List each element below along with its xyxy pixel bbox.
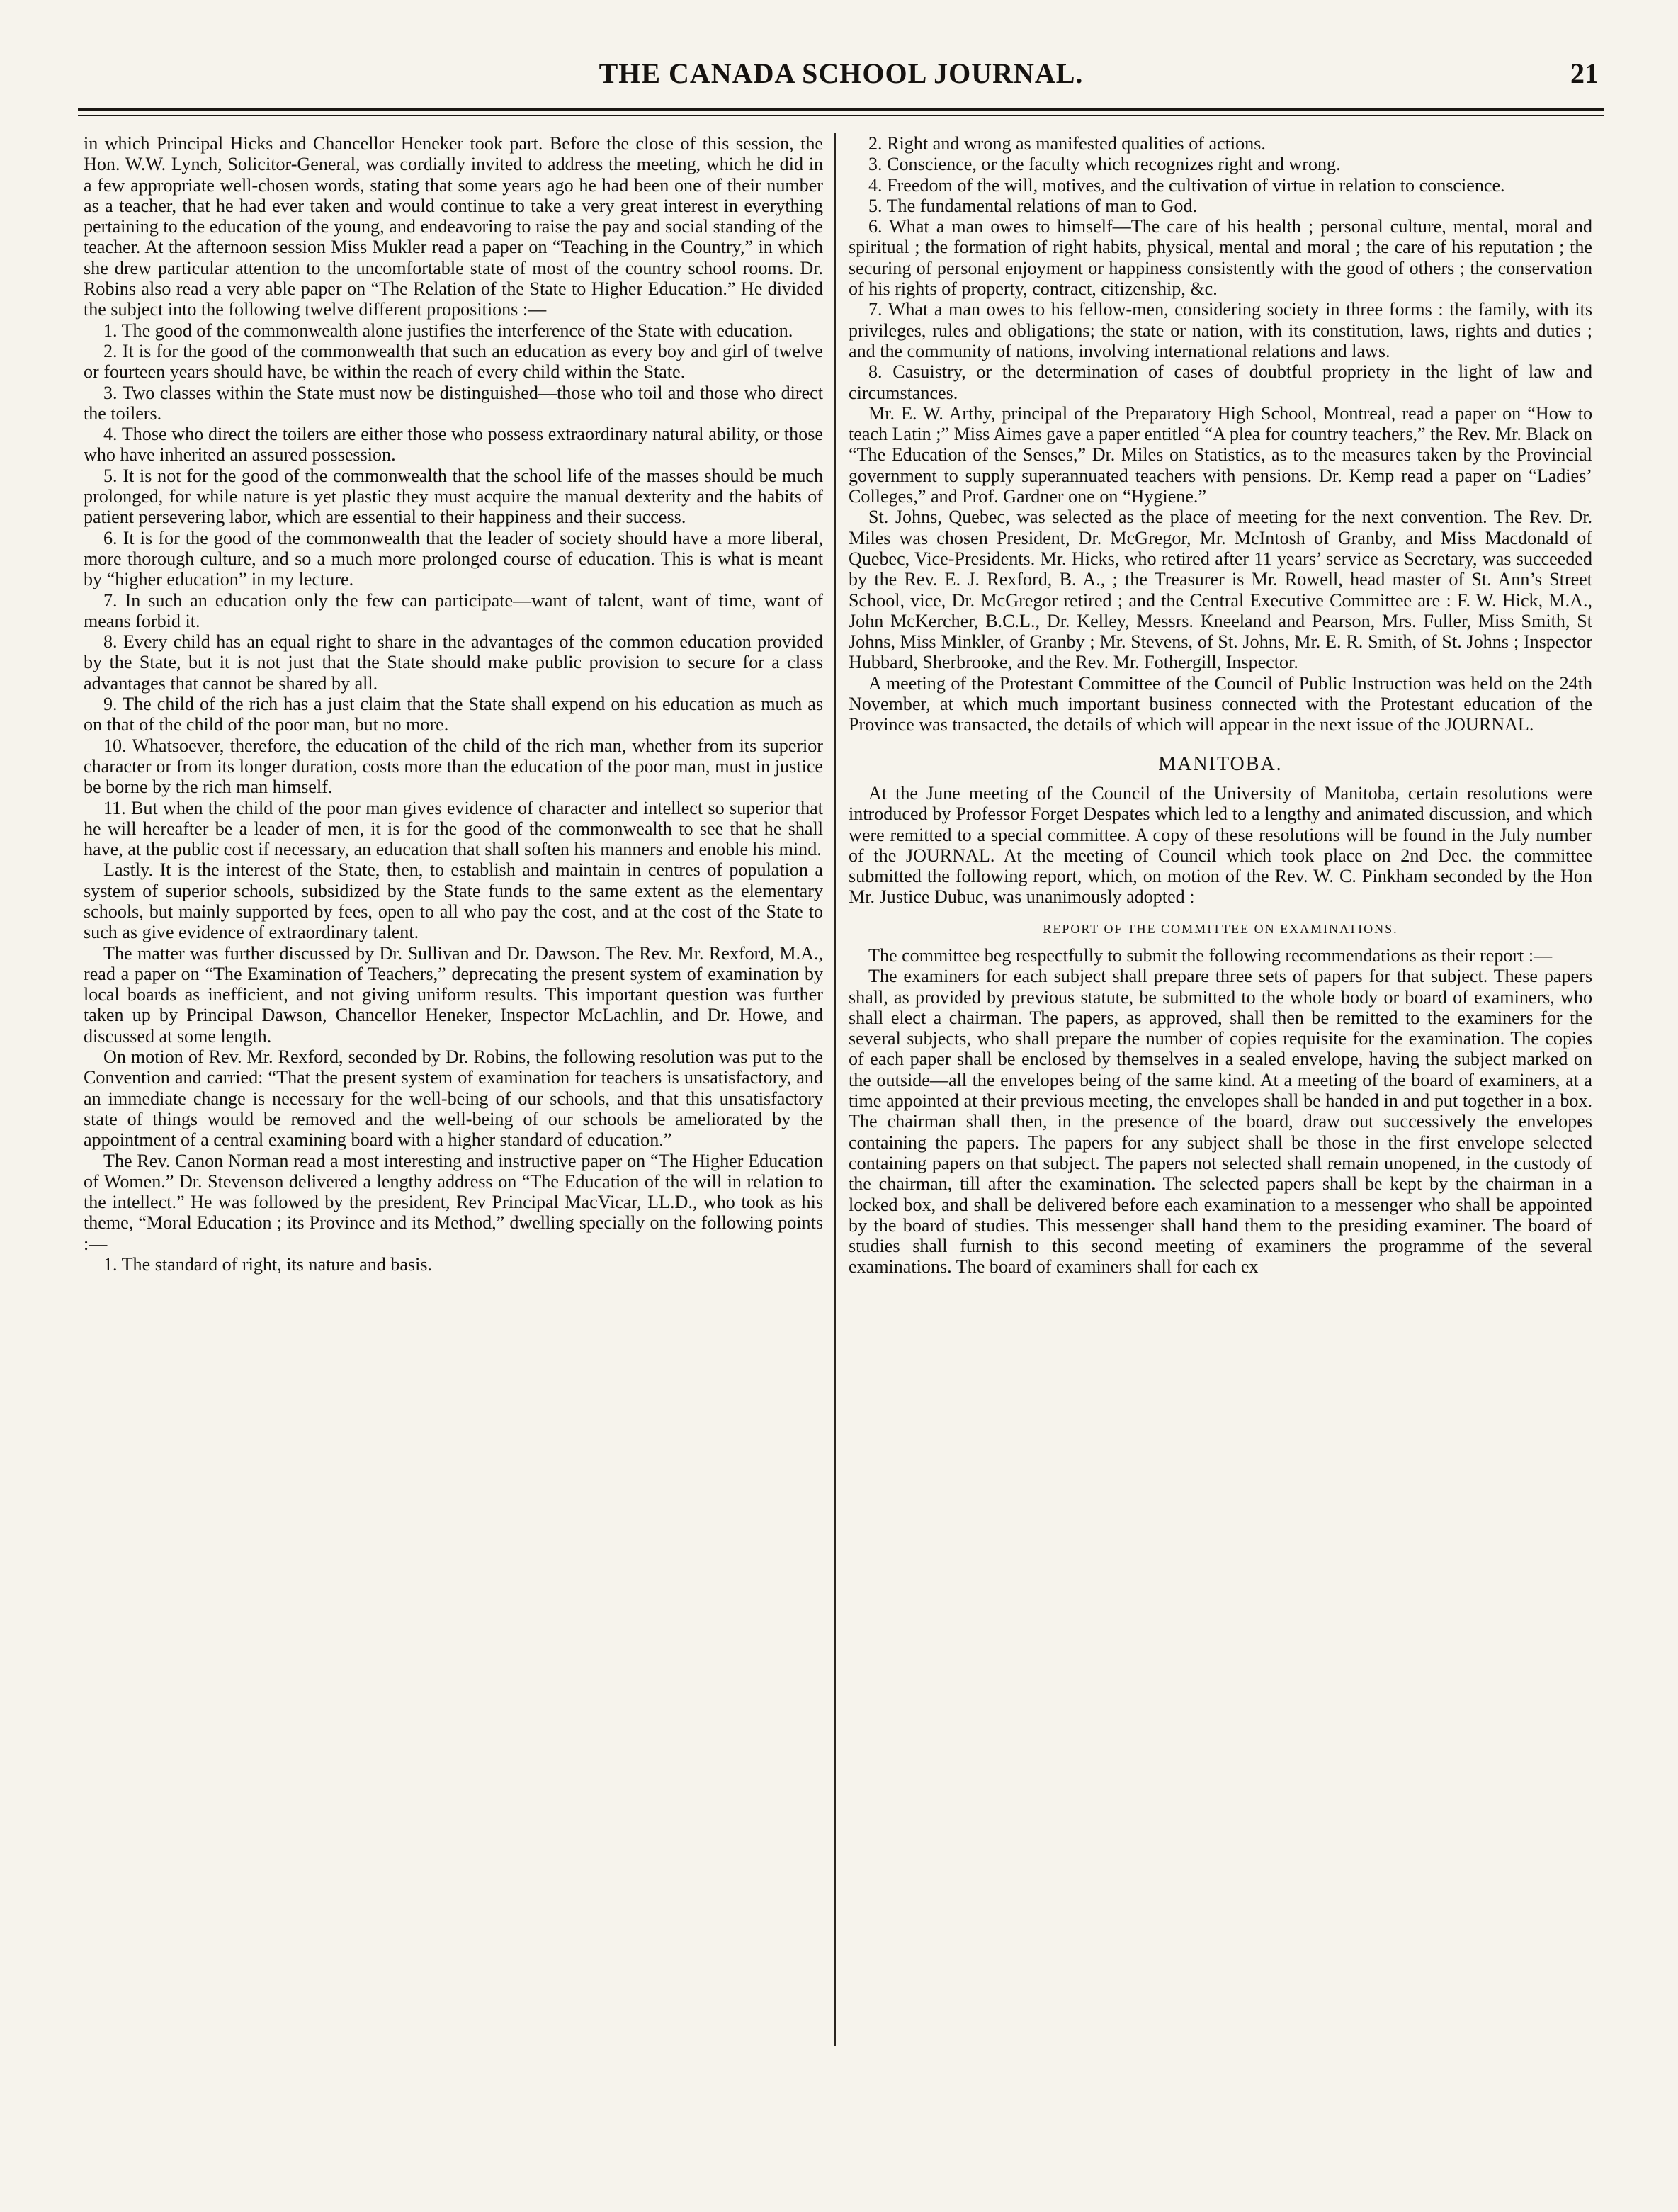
left-column <box>84 133 823 2050</box>
section-heading: MANITOBA. <box>1158 752 1283 775</box>
paragraph: Mr. E. W. Arthy, principal of the Preparatory High School, Montreal, read a paper on “How to teach Latin ;” Miss Aimes gave a paper entitled “A plea for country teachers,” the Rev. Mr. Black on “The Education of the Senses,” Dr. Miles on Statistics, as to the measures taken by the Provincial government to supply superannuated teachers with pensions. Dr. Kemp read a paper on “Ladies’ Colleges,” and Prof. Gardner one on “Hygiene.” <box>849 402 1592 507</box>
paragraph: A meeting of the Protestant Committee of the Council of Public Instruction was held on the 24th November, at which much important business connected with the Protestant education of the Province was transacted, the details of which will appear in the next issue of the JOURNAL. <box>849 672 1592 735</box>
paragraph: in which Principal Hicks and Chancellor Heneker took part. Before the close of this session, the Hon. W.W. Lynch, Solicitor-General, was cordially invited to address the meeting, which he did in a few appropriate well-chosen words, stating that some years ago he had been one of their number as a teacher, that he had ever taken and would continue to take a very great interest in everything pertaining to the education of the young, and endeavoring to raise the pay and social standing of the teacher. At the afternoon session Miss Mukler read a paper on “Teaching in the Country,” in which she drew particular attention to the uncomfortable state of most of the country school rooms. Dr. Robins also read a very able paper on “The Relation of the State to Higher Education.” He divided the subject into the following twelve different propositions :— <box>84 133 823 320</box>
page-number: 21 <box>1570 57 1599 89</box>
report-subheading: REPORT OF THE COMMITTEE ON EXAMINATIONS. <box>1043 921 1398 936</box>
list-item: 2. Right and wrong as manifested qualities of actions. <box>868 133 1266 154</box>
paragraph: The committee beg respectfully to submit the following recommendations as their report :— <box>868 944 1553 966</box>
paragraph: On motion of Rev. Mr. Rexford, seconded by Dr. Robins, the following resolution was put to the Convention and carried: “That the present system of examination for teachers is unsatisfactory, and an immediate change is necessary for the well-being of our schools, and that this unsatisfactory state of things would be removed and the well-being of our schools be ameliorated by the appointment of a central examining board with a higher standard of education.” <box>84 1046 823 1151</box>
list-item: 4. Freedom of the will, motives, and the cultivation of virtue in relation to conscience. <box>868 174 1505 196</box>
list-item: 7. What a man owes to his fellow-men, considering society in three forms : the family, with its privileges, rules and obligations; the state or nation, with its constitution, laws, rights and duties ; and the community of nations, involving international relations and laws. <box>849 299 1592 361</box>
proposition: 6. It is for the good of the commonwealth that the leader of society should have a more liberal, more thorough culture, and so a much more prolonged course of education. This is what is meant by “higher education” in my lecture. <box>84 527 823 590</box>
header-rule-thin <box>78 115 1604 116</box>
paragraph: St. Johns, Quebec, was selected as the place of meeting for the next convention. The Rev. Dr. Miles was chosen President, Dr. McGregor, Mr. McIntosh of Granby, and Miss Macdonald of Quebec, Vice-Presidents. Mr. Hicks, who retired after 11 years’ service as Secretary, was succeeded by the Rev. E. J. Rexford, B. A., ; the Treasurer is Mr. Rowell, head master of St. Ann’s Street School, vice, Dr. McGregor retired ; and the Central Executive Committee are : F. W. Hick, M.A., John McKercher, B.C.L., Dr. Kelley, Messrs. Kneeland and Pearson, Mrs. Fuller, Miss Smith, St Johns, Miss Minkler, of Granby ; Mr. Stevens, of St. Johns, Mr. E. R. Smith, of St. Johns ; Inspector Hubbard, Sherbrooke, and the Rev. Mr. Fothergill, Inspector. <box>849 507 1592 673</box>
proposition: 8. Every child has an equal right to share in the advantages of the common education provided by the State, but it is not just that the State should make public provision to secure for a class advantages that cannot be shared by all. <box>84 631 823 694</box>
proposition: 5. It is not for the good of the commonwealth that the school life of the masses should be much prolonged, for while nature is yet plastic they must acquire the manual dexterity and the habits of patient persevering labor, which are essential to their happiness and their success. <box>84 465 823 528</box>
proposition: Lastly. It is the interest of the State, then, to establish and maintain in centres of population a system of superior schools, subsidized by the State funds to the same extent as the elementary schools, but mainly supported by fees, open to all who pay the cost, and at the cost of the State to such as give evidence of extraordinary talent. <box>84 859 823 943</box>
list-item: 1. The standard of right, its nature and basis. <box>103 1254 433 1275</box>
proposition: 4. Those who direct the toilers are either those who possess extraordinary natural ability, or those who have inherited an assured possession. <box>84 424 823 465</box>
proposition: 7. In such an education only the few can participate—want of talent, want of time, want of means forbid it. <box>84 589 823 631</box>
paragraph: The Rev. Canon Norman read a most interesting and instructive paper on “The Higher Education of Women.” Dr. Stevenson delivered a lengthy address on “The Education of the will in relation to the intellect.” He was followed by the president, Rev Principal MacVicar, LL.D., who took as his theme, “Moral Education ; its Province and its Method,” dwelling specially on the following points :— <box>84 1150 823 1254</box>
column-divider <box>834 133 836 2046</box>
paragraph: At the June meeting of the Council of the University of Manitoba, certain resolutions were introduced by Professor Forget Despates which led to a lengthy and animated discussion, and which were remitted to a special committee. A copy of these resolutions will be found in the July number of the JOURNAL. At the meeting of Council which took place on 2nd Dec. the committee submitted the following report, which, on motion of the Rev. W. C. Pinkham seconded by the Hon Mr. Justice Dubuc, was unanimously adopted : <box>849 782 1592 908</box>
list-item: 8. Casuistry, or the determination of cases of doubtful propriety in the light of law and circumstances. <box>849 361 1592 403</box>
proposition: 9. The child of the rich has a just claim that the State shall expend on his education as much as on that of the child of the poor man, but no more. <box>84 694 823 735</box>
list-item: 3. Conscience, or the faculty which recognizes right and wrong. <box>868 154 1341 175</box>
list-item: 6. What a man owes to himself—The care of his health ; personal culture, mental, moral and spiritual ; the formation of right habits, physical, mental and moral ; the care of his reputation ; the securing of personal enjoyment or happiness consistently with the good of others ; the conservation of his rights of property, contract, citizenship, &c. <box>849 216 1592 300</box>
list-item: 5. The fundamental relations of man to God. <box>868 195 1198 216</box>
proposition: 3. Two classes within the State must now be distinguished—those who toil and those who direct the toilers. <box>84 382 823 424</box>
paragraph: The matter was further discussed by Dr. Sullivan and Dr. Dawson. The Rev. Mr. Rexford, M.A., read a paper on “The Examination of Teachers,” deprecating the present system of examination by local boards as inefficient, and not giving uniform results. This important question was further taken up by Principal Dawson, Chancellor Heneker, Inspector McLachlin, and Dr. Howe, and discussed at some length. <box>84 942 823 1046</box>
proposition: 1. The good of the commonwealth alone justifies the interference of the State with education. <box>103 320 793 341</box>
proposition: 11. But when the child of the poor man gives evidence of character and intellect so superior that he will hereafter be a leader of men, it is for the good of the commonwealth to see that he shall have, at the public cost if necessary, an education that shall soften his manners and enoble his mind. <box>84 797 823 860</box>
proposition: 10. Whatsoever, therefore, the education of the child of the rich man, whether from its superior character or from its longer duration, costs more than the education of the poor man, must in justice be borne by the rich man himself. <box>84 735 823 798</box>
page-header <box>78 50 1604 106</box>
right-column <box>849 133 1592 2050</box>
running-title: THE CANADA SCHOOL JOURNAL. <box>599 57 1084 89</box>
header-rule-thick <box>78 108 1604 111</box>
paragraph: The examiners for each subject shall prepare three sets of papers for that subject. These papers shall, as provided by previous statute, be submitted to the whole body or board of examiners, who shall elect a chairman. The papers, as approved, shall then be remitted to the examiners for the several subjects, who shall prepare the number of copies requisite for the examination. The copies of each paper shall be enclosed by themselves in a sealed envelope, having the subject marked on the outside—all the envelopes being of the same kind. At a meeting of the board of examiners, at a time appointed at their previous meeting, the envelopes shall be handed in and put together in a box. The chairman shall then, in the presence of the board, draw out successively the envelopes containing the papers. The papers for any subject shall be those in the first envelope selected containing papers on that subject. The papers not selected shall remain unopened, in the custody of the chairman, till after the examination. The selected papers shall be kept by the chairman in a locked box, and shall be delivered before each examination to a messenger who shall be appointed by the board of studies. This messenger shall hand them to the presiding examiner. The board of studies shall furnish to this second meeting of examiners the programme of the several examinations. The board of examiners shall for each ex <box>849 966 1592 1277</box>
proposition: 2. It is for the good of the commonwealth that such an education as every boy and girl of twelve or fourteen years should have, be within the reach of every child within the State. <box>84 340 823 383</box>
